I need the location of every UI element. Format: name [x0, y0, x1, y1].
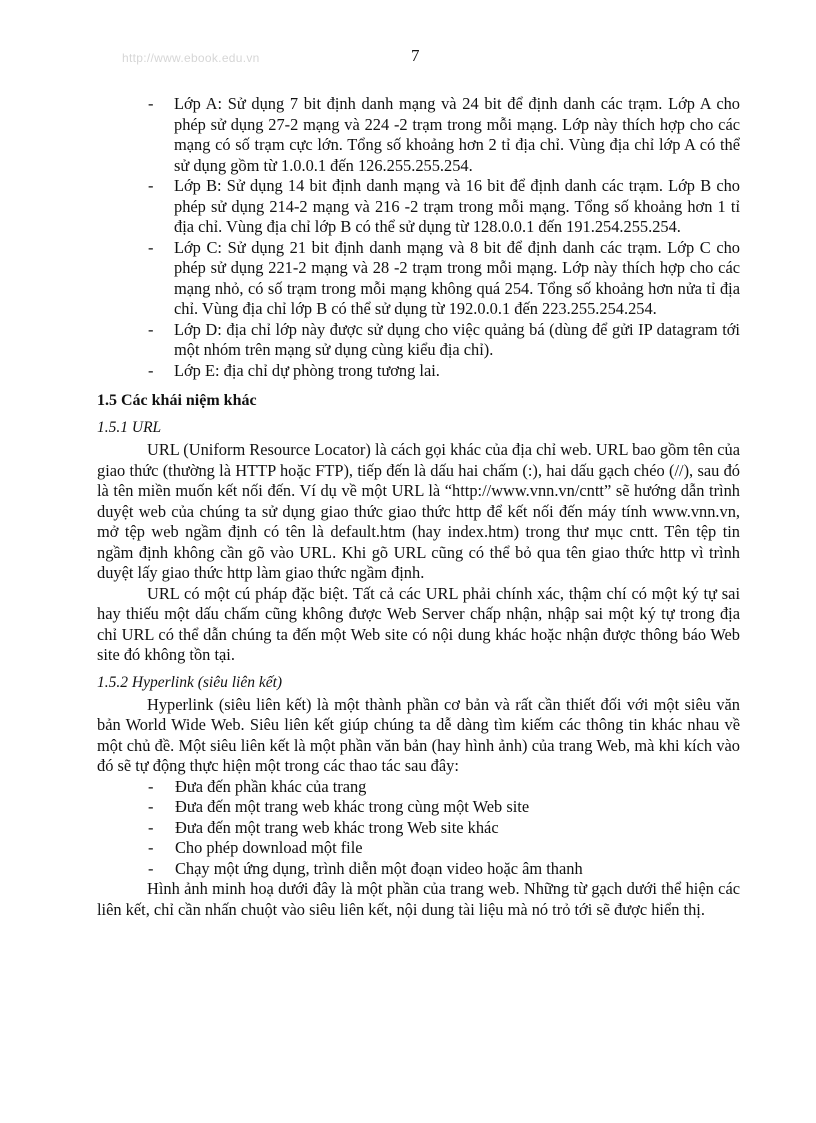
- list-item-class-a: - Lớp A: Sử dụng 7 bit định danh mạng và 24 bit để định danh các trạm. Lớp A cho phép sử dụng 27-2 mạng và 224 -2 trạm trong mỗi mạng. Lớp này thích hợp cho các mạng có số trạm cực lớn. Tổng số khoảng hơn 2 tỉ địa chỉ. Vùng địa chỉ lớp A có thể sử dụng gồm từ 1.0.0.1 đến 126.255.255.254.: [174, 94, 740, 176]
- list-item: - Đưa đến một trang web khác trong Web site khác: [175, 818, 740, 839]
- subsection-heading-url: 1.5.1 URL: [97, 419, 162, 436]
- url-paragraph-2: URL có một cú pháp đặc biệt. Tất cả các URL phải chính xác, thậm chí có một ký tự sai hay thiếu một dấu chấm cũng không được Web Server chấp nhận, nhập sai một ký tự trong địa chỉ URL có thể dẫn chúng ta đến một Web site có nội dung khác hoặc nhận được thông báo Web site đó không tồn tại.: [97, 583, 740, 664]
- list-item: - Đưa đến phần khác của trang: [175, 777, 740, 798]
- page-header: [0, 46, 816, 70]
- list-item-class-e: - Lớp E: địa chỉ dự phòng trong tương lai.: [174, 361, 740, 382]
- hyperlink-paragraph-1: Hyperlink (siêu liên kết) là một thành phần cơ bản và rất cần thiết đối với một siêu văn bản World Wide Web. Siêu liên kết giúp chúng ta dễ dàng tìm kiếm các thông tin khác nhau về một chủ đề. Một siêu liên kết là một phần văn bản (hay hình ảnh) của trang Web, mà khi kích vào đó sẽ tự động thực hiện một trong các thao tác sau đây:: [97, 694, 740, 775]
- list-item-class-d: - Lớp D: địa chỉ lớp này được sử dụng cho việc quảng bá (dùng để gửi IP datagram tới một nhóm trên mạng sử dụng cùng kiểu địa chỉ).: [174, 320, 740, 361]
- list-item: - Cho phép download một file: [175, 838, 740, 859]
- hyperlink-action-list: [97, 777, 740, 880]
- watermark-url: http://www.ebook.edu.vn: [122, 51, 260, 65]
- list-item: - Chạy một ứng dụng, trình diễn một đoạn video hoặc âm thanh: [175, 859, 740, 880]
- list-item: - Đưa đến một trang web khác trong cùng một Web site: [175, 797, 740, 818]
- hyperlink-paragraph-2: Hình ảnh minh hoạ dưới đây là một phần của trang web. Những từ gạch dưới thể hiện các liên kết, chỉ cần nhấn chuột vào siêu liên kết, nội dung tài liệu mà nó trỏ tới sẽ được hiển thị.: [97, 879, 740, 919]
- subsection-heading-hyperlink: 1.5.2 Hyperlink (siêu liên kết): [97, 673, 283, 691]
- ip-class-list: [97, 94, 740, 381]
- section-heading: 1.5 Các khái niệm khác: [97, 392, 257, 409]
- url-paragraph-1: URL (Uniform Resource Locator) là cách gọi khác của địa chỉ web. URL bao gồm tên của giao thức (thường là HTTP hoặc FTP), tiếp đến là dấu hai chấm (:), hai dấu gạch chéo (//), sau đó là tên miền muốn kết nối đến. Ví dụ về một URL là “http://www.vnn.vn/cntt” sẽ hướng dẫn trình duyệt web của chúng ta sử dụng giao thức giao thức http để kết nối đến máy tính www.vnn.vn, mở tệp web ngầm định có tên là default.htm (hay index.htm) trong thư mục cntt. Tên tệp tin ngầm định không cần gõ vào URL. Khi gõ URL cũng có thể bỏ qua tên giao thức http vì trình duyệt lấy giao thức http làm giao thức ngầm định.: [97, 440, 740, 582]
- page-body: [97, 94, 740, 920]
- list-item-class-b: - Lớp B: Sử dụng 14 bit định danh mạng và 16 bit để định danh các trạm. Lớp B cho phép sử dụng 214-2 mạng và 216 -2 trạm trong mỗi mạng. Tổng số khoảng hơn 1 tỉ địa chỉ. Vùng địa chỉ lớp B có thể sử dụng từ 128.0.0.1 đến 191.254.255.254.: [174, 176, 740, 238]
- list-item-class-c: - Lớp C: Sử dụng 21 bit định danh mạng và 8 bit để định danh các trạm. Lớp C cho phép sử dụng 221-2 mạng và 28 -2 trạm trong mỗi mạng. Lớp này thích hợp cho các mạng nhỏ, có số trạm trong mỗi mạng không quá 254. Tổng số khoảng hơn nửa tỉ địa chỉ. Vùng địa chỉ lớp B có thể sử dụng từ 192.0.0.1 đến 223.255.254.254.: [174, 238, 740, 320]
- page-number: 7: [411, 46, 420, 65]
